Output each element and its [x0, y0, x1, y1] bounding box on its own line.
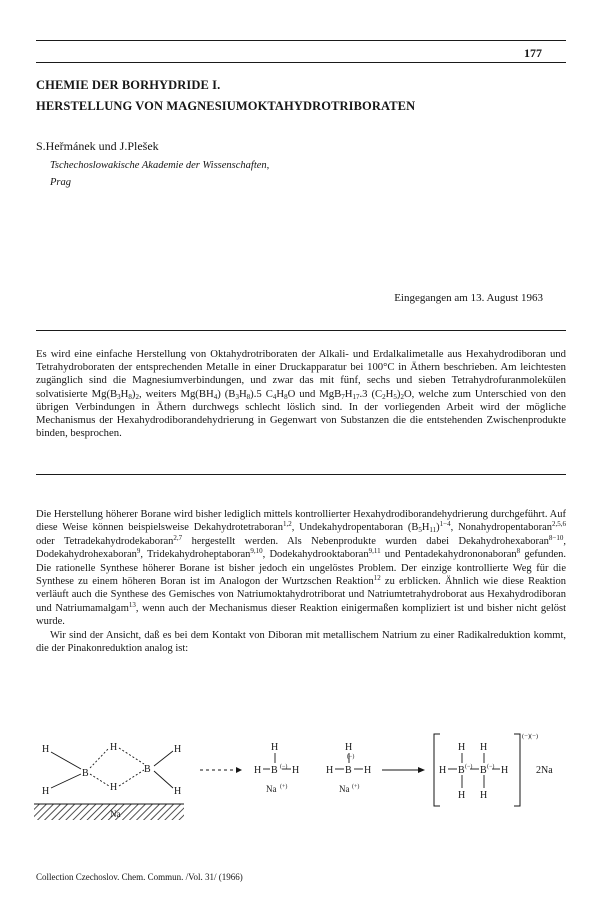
atom-b: B — [144, 764, 151, 775]
title-line-2: HERSTELLUNG VON MAGNESIUMOKTAHYDROTRIBORATEN — [36, 99, 416, 113]
bond — [154, 771, 173, 788]
abstract-rule-top — [36, 330, 566, 331]
atom-b: B — [271, 765, 278, 776]
bridge-bond — [90, 774, 109, 786]
affiliation-line-1: Tschechoslowakische Akademie der Wissenschaften, — [50, 160, 270, 171]
charge-label: (−) — [280, 764, 288, 770]
charge-label: (−) — [465, 764, 473, 770]
sodium-cation: Na — [266, 784, 277, 794]
atom-b: B — [345, 765, 352, 776]
sodium-count: 2Na — [536, 765, 553, 776]
body-paragraph-2: Wir sind der Ansicht, daß es bei dem Kontakt von Diboran mit metallischem Natrium zu einer Radikalreduktion kommt, die der Pinakonreduktion analog ist: — [36, 629, 566, 655]
atom-h: H — [480, 742, 488, 753]
atom-h: H — [458, 790, 466, 801]
reaction-arrow — [382, 767, 425, 773]
charge-label: (+) — [280, 784, 288, 790]
header-rule-bottom — [36, 62, 566, 63]
title-line-1: CHEMIE DER BORHYDRIDE I. — [36, 78, 221, 92]
atom-h: H — [345, 742, 353, 753]
atom-h: H — [458, 742, 466, 753]
atom-b: B — [458, 765, 465, 776]
bridge-bond — [119, 770, 144, 786]
sodium-label: Na — [110, 809, 121, 819]
abstract-rule-bottom — [36, 474, 566, 475]
atom-h: H — [501, 765, 509, 776]
reaction-arrow — [200, 767, 242, 773]
atom-b: B — [82, 768, 89, 779]
bracket-right — [514, 734, 520, 806]
bh3-radical-anion — [254, 742, 299, 794]
charge-label: (−) — [347, 754, 355, 760]
bond — [51, 774, 81, 788]
bridge-bond — [119, 748, 144, 764]
affiliation-line-2: Prag — [50, 177, 71, 188]
charge-label: (−) — [487, 764, 495, 770]
atom-h: H — [110, 742, 118, 753]
diborane-dianion — [434, 733, 553, 806]
atom-h: H — [439, 765, 447, 776]
bond — [154, 751, 173, 766]
abstract: Es wird eine einfache Herstellung von Oktahydrotriboraten der Alkali- und Erdalkalimetalle aus Hexahydrodiboran und Tetrahydroboraten der entsprechenden Metalle in einer Druckapparatur bei 100°C in Äthern beschrieben. Am leichtesten zugänglich sind die Magnesiumverbindungen, und zwar das mit fünf, sechs und sieben Tetrahydrofuranmolekülen solvatisierte $Mg(B_3H_8)_2$, weiters $Mg(BH_4)$ $(B_3H_8).5$ $C_4H_8O$ und $MgB_7H_{17}.3$ $(C_2H_5)_2O$, welche zum Unterschied von den übrigen Verbindungen in Äthern durchwegs schlecht löslich sind. In der vorliegenden Arbeit wird der mögliche Mechanismus der Hexahydrodiborandehydrierung in Gegenwart von Substanzen die die entstehenden Zwischenprodukte binden, besprochen. — [36, 348, 566, 440]
journal-footer: Collection Czechoslov. Chem. Commun. /Vol. 31/ (1966) — [36, 872, 243, 882]
atom-h: H — [480, 790, 488, 801]
atom-h: H — [271, 742, 279, 753]
dianion-charge: (−)(−) — [522, 733, 538, 740]
sodium-cation: Na — [339, 784, 350, 794]
atom-h: H — [174, 744, 182, 755]
atom-h: H — [292, 765, 300, 776]
atom-h: H — [254, 765, 262, 776]
body-text — [36, 508, 566, 655]
atom-h: H — [110, 782, 118, 793]
bh3-radical-anion — [326, 742, 371, 794]
header-rule-top — [36, 40, 566, 41]
bridge-bond — [90, 748, 109, 768]
atom-h: H — [42, 744, 50, 755]
charge-label: (+) — [352, 784, 360, 790]
reaction-scheme — [30, 728, 570, 840]
authors: S.Heřmánek und J.Plešek — [36, 139, 159, 153]
bond — [51, 752, 81, 769]
page-number: 177 — [524, 46, 542, 60]
atom-h: H — [42, 786, 50, 797]
body-paragraph-1: Die Herstellung höherer Borane wird bisher lediglich mittels kontrollierter Hexahydrodiborandehydrierung durchgeführt. Auf diese Weise können beispielsweise Dekahydrotetraboran$^{1,2}$, Undekahydropentaboran $(B_5H_{11})^{1-4}$, Nonahydropentaboran$^{2,5,6}$ oder Tetradekahydrodekaboran$^{2,7}$ hergestellt werden. Als Nebenprodukte wurden dabei Dekahydrohexaboran$^{8-10}$, Dodekahydrohexaboran$^9$, Tridekahydroheptaboran$^{9,10}$, Dodekahydrooktaboran$^{9,11}$ und Pentadekahydrononaboran$^8$ gefunden. Die rationelle Synthese höherer Borane ist bisher jedoch ein ungelöstes Problem. Der einzige kontrollierte Weg für die Synthese zu einem höheren Boran ist im Analogon der Wurtzschen Reaktion$^{12}$ zu erblicken. Ähnlich wie diese Reaktion verläuft auch die Synthese des Gemisches von Natriumoktahydrotriborat und Natriumtetrahydroborat aus Hexahydrodiboran und Natriumamalgam$^{13}$, wenn auch der Mechanismus dieser Reaktion einigermaßen kompliziert ist und bisher nicht gelöst wurde. — [36, 509, 567, 628]
atom-h: H — [174, 786, 182, 797]
atom-h: H — [326, 765, 334, 776]
received-date: Eingegangen am 13. August 1963 — [394, 292, 543, 304]
sodium-surface — [34, 804, 184, 820]
atom-b: B — [480, 765, 487, 776]
diborane-structure — [34, 742, 184, 820]
atom-h: H — [364, 765, 372, 776]
